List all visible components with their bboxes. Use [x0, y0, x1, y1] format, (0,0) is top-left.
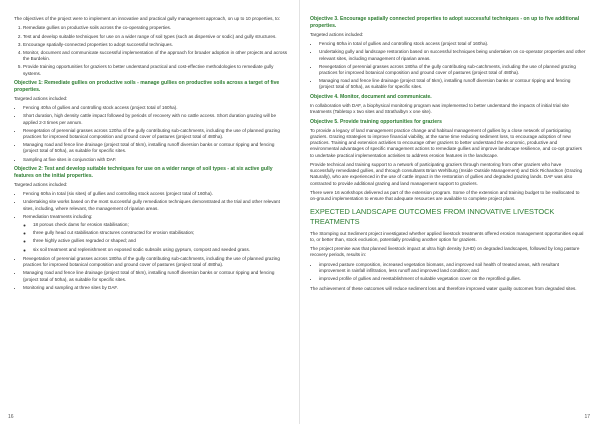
outcome-item: • improved pasture composition, increased vegetation biomass, and improved soil health of treated areas, with resultant improvement in rainfall infiltration, less runoff and improved land condition; and	[319, 262, 586, 274]
objectives-list	[14, 25, 289, 76]
remediation-treatments	[23, 222, 289, 253]
objective-4-text: In collaboration with DAF, a biophysical monitoring program was implemented to better understand the impacts of initial trial site treatments (Tabletop x two sites and Strathalbyn x one site).	[310, 102, 569, 115]
objective-5-paragraph: Provide technical and training support to a network of participating graziers through mentoring from other graziers who have successfully remediated gullies, and through consultants Brian Wehlburg (Inside Outside Management) and Dick Richardson (Grazing Naturally), who are experienced in the use of cattle impact in the restoration of gullies and degraded grazing lands. DAF was also contracted to provide additional grazing and land management support to graziers.	[310, 161, 583, 186]
objective-3-heading: Objective 3. Encourage spatially connected properties to adopt successful techniques - on up to five additional properties.	[310, 16, 580, 29]
objective-5-heading: Objective 5. Provide training opportunities for graziers	[310, 118, 442, 125]
objective-3-actions	[310, 41, 586, 90]
treatment-item: ◦ six soil treatment and replenishment on exposed sodic subsoils using gypsum, compost and seeded grass.	[33, 247, 289, 253]
outcomes-closing: The achievement of these outcomes will reduce sediment loss and therefore improved water quality outcomes from degraded sites.	[310, 285, 577, 291]
outcomes-paragraph: The Stomping out Sediment project investigated whether applied livestock treatments offered erosion management opportunities equal to, or better than, stock exclusion, potentially providing another option for graziers.	[310, 230, 584, 242]
remediation-label: Remediation treatments including:	[23, 213, 93, 219]
treatment-item: ◦ three gully head cut stabilisation structures constructed for erosion stabilisation;	[33, 230, 289, 236]
action-item: • Undertaking site works based on the most successful gully remediation techniques demonstrated at the trial and other relevant sites, including, where relevant, the management of riparian areas.	[23, 199, 289, 211]
intro-paragraph: The objectives of the project were to implement an innovative and practical gully management approach, on up to 10 properties, to:	[14, 16, 281, 21]
action-item: • Managing road and fence line drainage (project total of 5km), installing runoff diversion banks or contour ripping and fencing (project total of 50ha), as suitable for specific sites.	[23, 142, 289, 154]
action-item: • Revegetation of perennial grasses across 180ha of the gully contributing sub-catchments, including the use of planned grazing practices for improved botanical composition and ground cover of pastures (project total of 480ha).	[319, 64, 586, 76]
objective-item: 5. Provide training opportunities for graziers to better understand practical and cost-effective methodologies to remediate gully systems.	[23, 64, 289, 76]
objective-2-actions	[14, 191, 289, 291]
action-item: • Sampling at five sites in conjunction with DAF.	[23, 157, 289, 163]
outcomes-heading: EXPECTED LANDSCAPE OUTCOMES FROM INNOVATIVE LIVESTOCK TREATMENTS	[310, 207, 555, 226]
targeted-actions-label: Targeted actions included:	[14, 181, 68, 187]
objective-4-heading: Objective 4. Monitor, document and communicate.	[310, 93, 432, 100]
objective-5-paragraph: There were 16 workshops delivered as part of the extension program. Some of the extension and training budget to be reallocated to on-ground implementation to ensure that adequate resources are available to complete project plans.	[310, 189, 580, 202]
page-number-left: 16	[8, 414, 14, 420]
action-item: • Managing road and fence line drainage (project total of 5km), installing runoff diversion banks or contour ripping and fencing (project total of 50ha), as suitable for specific sites.	[319, 78, 586, 90]
objective-item: 3. Encourage spatially-connected properties to adopt successful techniques.	[23, 42, 289, 48]
objective-item: 4. Monitor, document and communicate successful implementation of the approach for broader adoption in other projects and across the Burdekin.	[23, 50, 289, 62]
objective-1-heading: Objective 1: Remediate gullies on productive soils - manage gullies on productive soils across a target of five properties.	[14, 80, 280, 93]
objective-5-paragraph: To provide a legacy of land management practice change and habitual management of gullies by a close network of participating graziers. Grazing strategies to improve financial viability, at the same time reducing sediment loss, to encourage adoption of new practices. Training and extension activities to encourage other graziers to better understand the economic, productive and environmental advantages of specific management actions to remediate gullies and improve landscape resilience, and co-opt graziers to undertake practical implementation activities to address erosion features in the landscape.	[310, 127, 582, 158]
action-item: • Short duration, high density cattle impact followed by periods of recovery with no cattle access. Short duration grazing will be applied 2-3 times per annum.	[23, 113, 289, 125]
targeted-actions-label: Targeted actions included:	[14, 95, 68, 101]
right-page	[300, 0, 600, 424]
treatment-item: ◦ three highly active gullies regraded or shaped; and	[33, 238, 289, 244]
action-item: • Revegetation of perennial grasses across 120ha of the gully contributing sub-catchments, including the use of planned grazing practices for improved botanical composition and ground cover of pastures (project total of 480ha).	[23, 128, 289, 140]
action-item: • Revegetation of perennial grasses across 180ha of the gully contributing sub-catchments, including the use of planned grazing practices for improved botanical composition and ground cover of pastures (project total of 480ha).	[23, 256, 289, 268]
objective-1-actions	[14, 105, 289, 163]
outcomes-list	[310, 262, 586, 283]
action-item: • Fencing 40ha of gullies and controlling stock access (project total of 160ha).	[23, 105, 289, 111]
objective-item: 1. Remediate gullies on productive soils across the co-operating properties.	[23, 25, 289, 31]
outcomes-paragraph: The project premise was that planned livestock impact at ultra high density (UHD) on degraded landscapes, followed by long pasture recovery periods, results in:	[310, 246, 580, 258]
action-item-remediation	[23, 214, 289, 253]
page-number-right: 17	[584, 414, 590, 420]
action-item: • Managing road and fence line drainage (project total of 5km), installing runoff diversion banks or contour ripping and fencing (project total of 50ha), as suitable for specific sites.	[23, 270, 289, 282]
outcome-item: • improved profile of gullies and reestablishment of suitable vegetation cover on the reprofiled gullies.	[319, 276, 586, 282]
action-item: • Fencing 60ha in total of gullies and controlling stock access (project total of 160ha).	[319, 41, 586, 47]
objective-2-heading: Objective 2: Test and develop suitable techniques for use on a wider range of soil types - at six active gully features on the initial properties.	[14, 165, 273, 179]
action-item: • Fencing 60ha in total (six sites) of gullies and controlling stock access (project total of 160ha).	[23, 191, 289, 197]
objective-item: 2. Test and develop suitable techniques for use on a wider range of soil types (such as dispersive or sodic) and gully structures.	[23, 34, 289, 40]
treatment-item: ◦ 18 porous check dams for erosion stabilisation;	[33, 222, 289, 228]
action-item: • Monitoring and sampling at three sites by DAF.	[23, 285, 289, 291]
action-item: • Undertaking gully and landscape restoration based on successful techniques being undertaken on co-operator properties and other relevant sites, including management of riparian areas.	[319, 49, 586, 61]
targeted-actions-label: Targeted actions included:	[310, 31, 364, 37]
